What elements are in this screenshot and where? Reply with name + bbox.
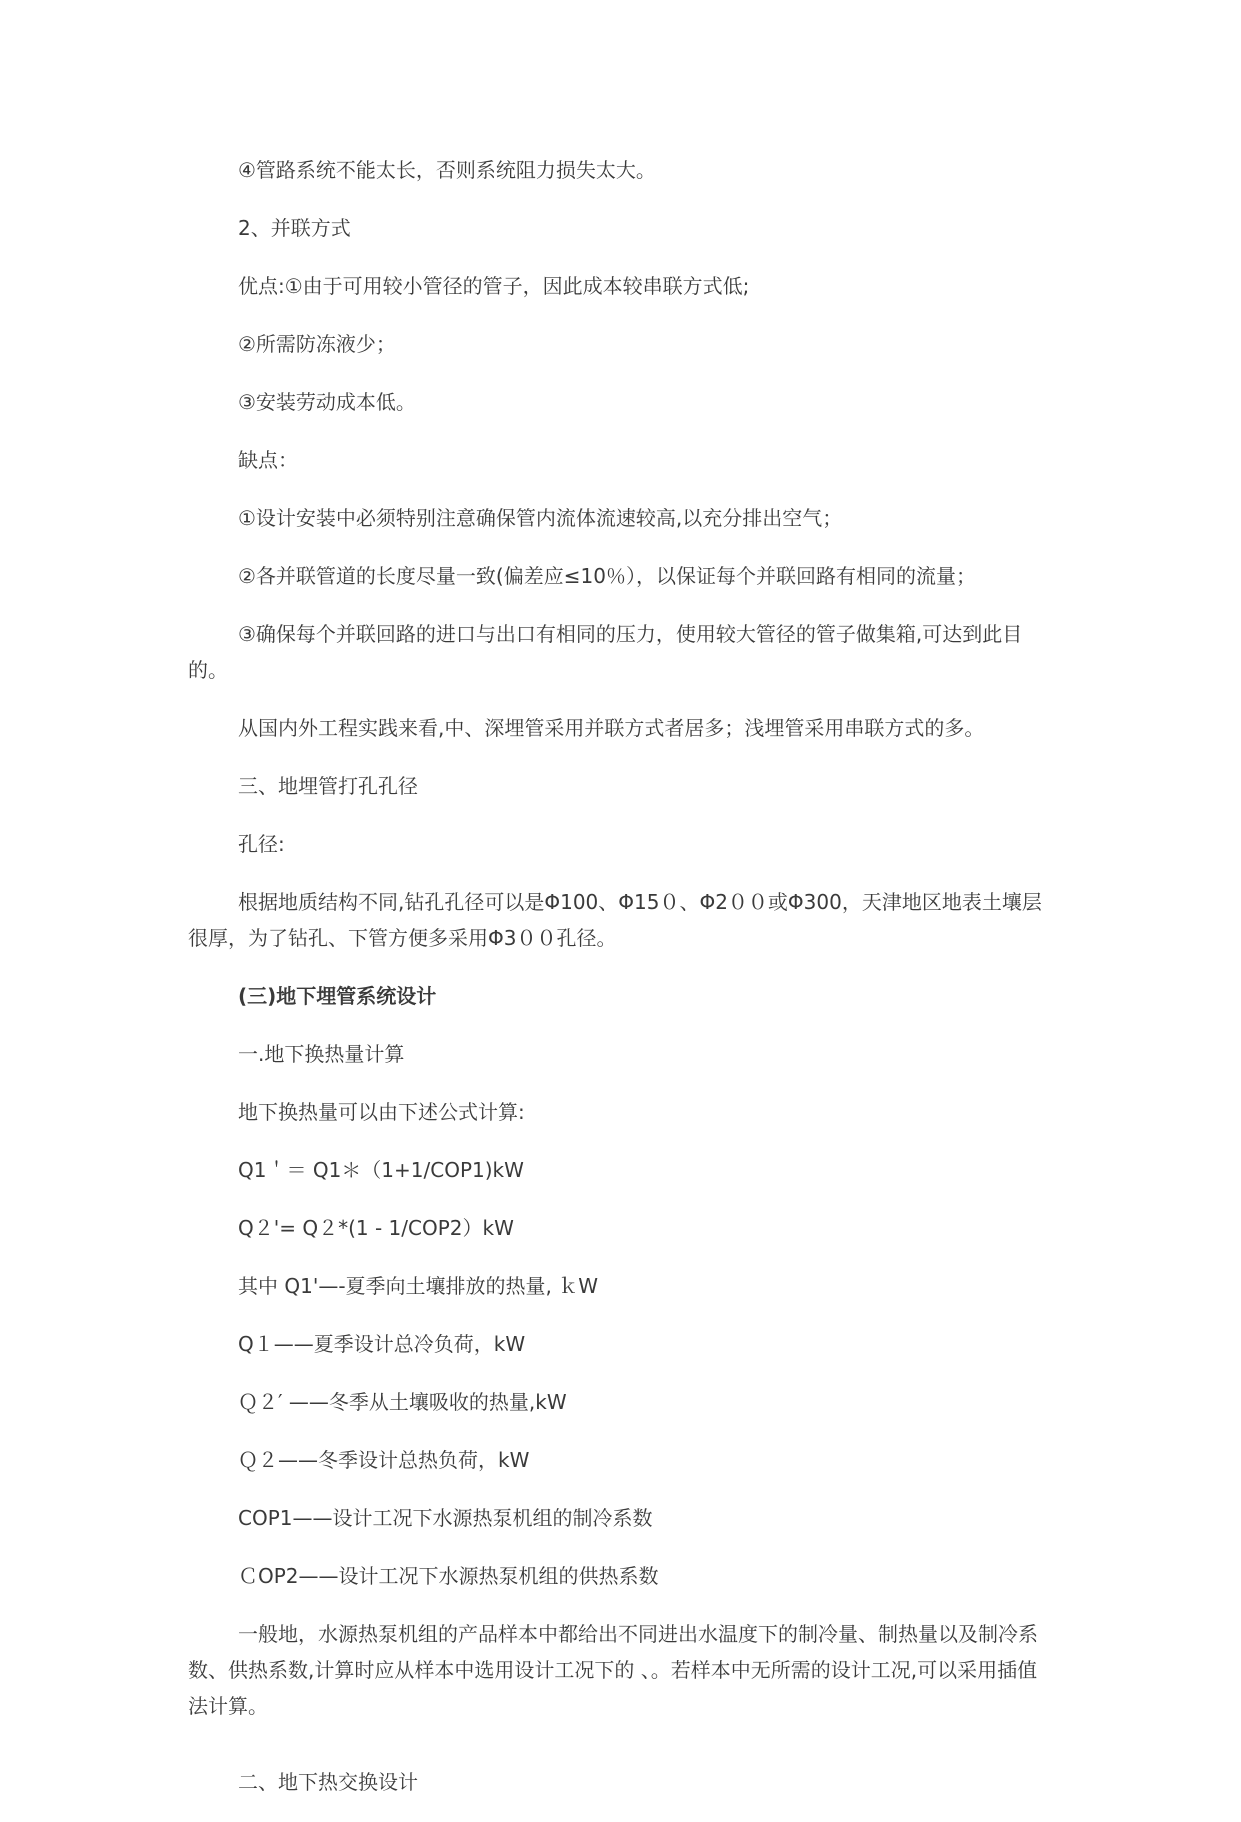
definition-cop2: ＣOP2——设计工况下水源热泵机组的供热系数 (238, 1564, 659, 1588)
paragraph-disadvantage-1: ①设计安装中必须特别注意确保管内流体流速较高,以充分排出空气； (238, 506, 843, 530)
definition-q2: Ｑ２——冬季设计总热负荷，kW (238, 1448, 530, 1472)
subheading-heat-calculation: 一.地下换热量计算 (238, 1042, 405, 1066)
paragraph-practice-summary: 从国内外工程实践来看,中、深埋管采用并联方式者居多；浅埋管采用串联方式的多。 (238, 716, 985, 740)
paragraph-disadvantage-2: ②各并联管道的长度尽量一致(偏差应≤10％），以保证每个并联回路有相同的流量； (238, 564, 976, 588)
subheading-parallel-mode: 2、并联方式 (238, 216, 351, 240)
paragraph-formula-intro: 地下换热量可以由下述公式计算: (238, 1100, 525, 1124)
formula-q1-prime: Q1＇＝ Q1＊（1+1/COP1)kW (238, 1158, 524, 1182)
definition-q1-prime: 其中 Q1'—-夏季向土壤排放的热量, ｋW (238, 1274, 599, 1298)
definition-cop1: COP1——设计工况下水源热泵机组的制冷系数 (238, 1506, 653, 1530)
subheading-borehole-diameter: 三、地埋管打孔孔径 (238, 774, 418, 798)
paragraph-general-note: 一般地，水源热泵机组的产品样本中都给出不同进出水温度下的制冷量、制热量以及制冷系数、供热系数,计算时应从样本中选用设计工况下的 、。若样本中无所需的设计工况,可以采用插值法计算。 (188, 1622, 1038, 1718)
paragraph-disadvantages-label: 缺点： (238, 448, 298, 472)
definition-q1: Q１——夏季设计总冷负荷，kW (238, 1332, 526, 1356)
paragraph-diameter-description: 根据地质结构不同,钻孔孔径可以是Φ100、Φ15０、Φ2００或Φ300，天津地区地表土壤层很厚，为了钻孔、下管方便多采用Φ3００孔径。 (188, 890, 1042, 950)
section-heading-system-design: (三)地下埋管系统设计 (238, 984, 437, 1008)
paragraph-advantage-2: ②所需防冻液少； (238, 332, 396, 356)
definition-q2-prime: Ｑ２′ ——冬季从土壤吸收的热量,kW (238, 1390, 567, 1414)
paragraph-advantage-1: 优点:①由于可用较小管径的管子，因此成本较串联方式低; (238, 274, 750, 298)
subheading-heat-exchange-design: 二、地下热交换设计 (238, 1770, 418, 1794)
paragraph-pipe-length-note: ④管路系统不能太长，否则系统阻力损失太大。 (238, 158, 656, 182)
document-page (188, 152, 1050, 1822)
paragraph-disadvantage-3: ③确保每个并联回路的进口与出口有相同的压力，使用较大管径的管子做集箱,可达到此目的。 (188, 622, 1023, 682)
formula-q2-prime: Q２'= Q２*(1 - 1/COP2）kW (238, 1216, 514, 1240)
paragraph-advantage-3: ③安装劳动成本低。 (238, 390, 416, 414)
paragraph-diameter-label: 孔径: (238, 832, 285, 856)
